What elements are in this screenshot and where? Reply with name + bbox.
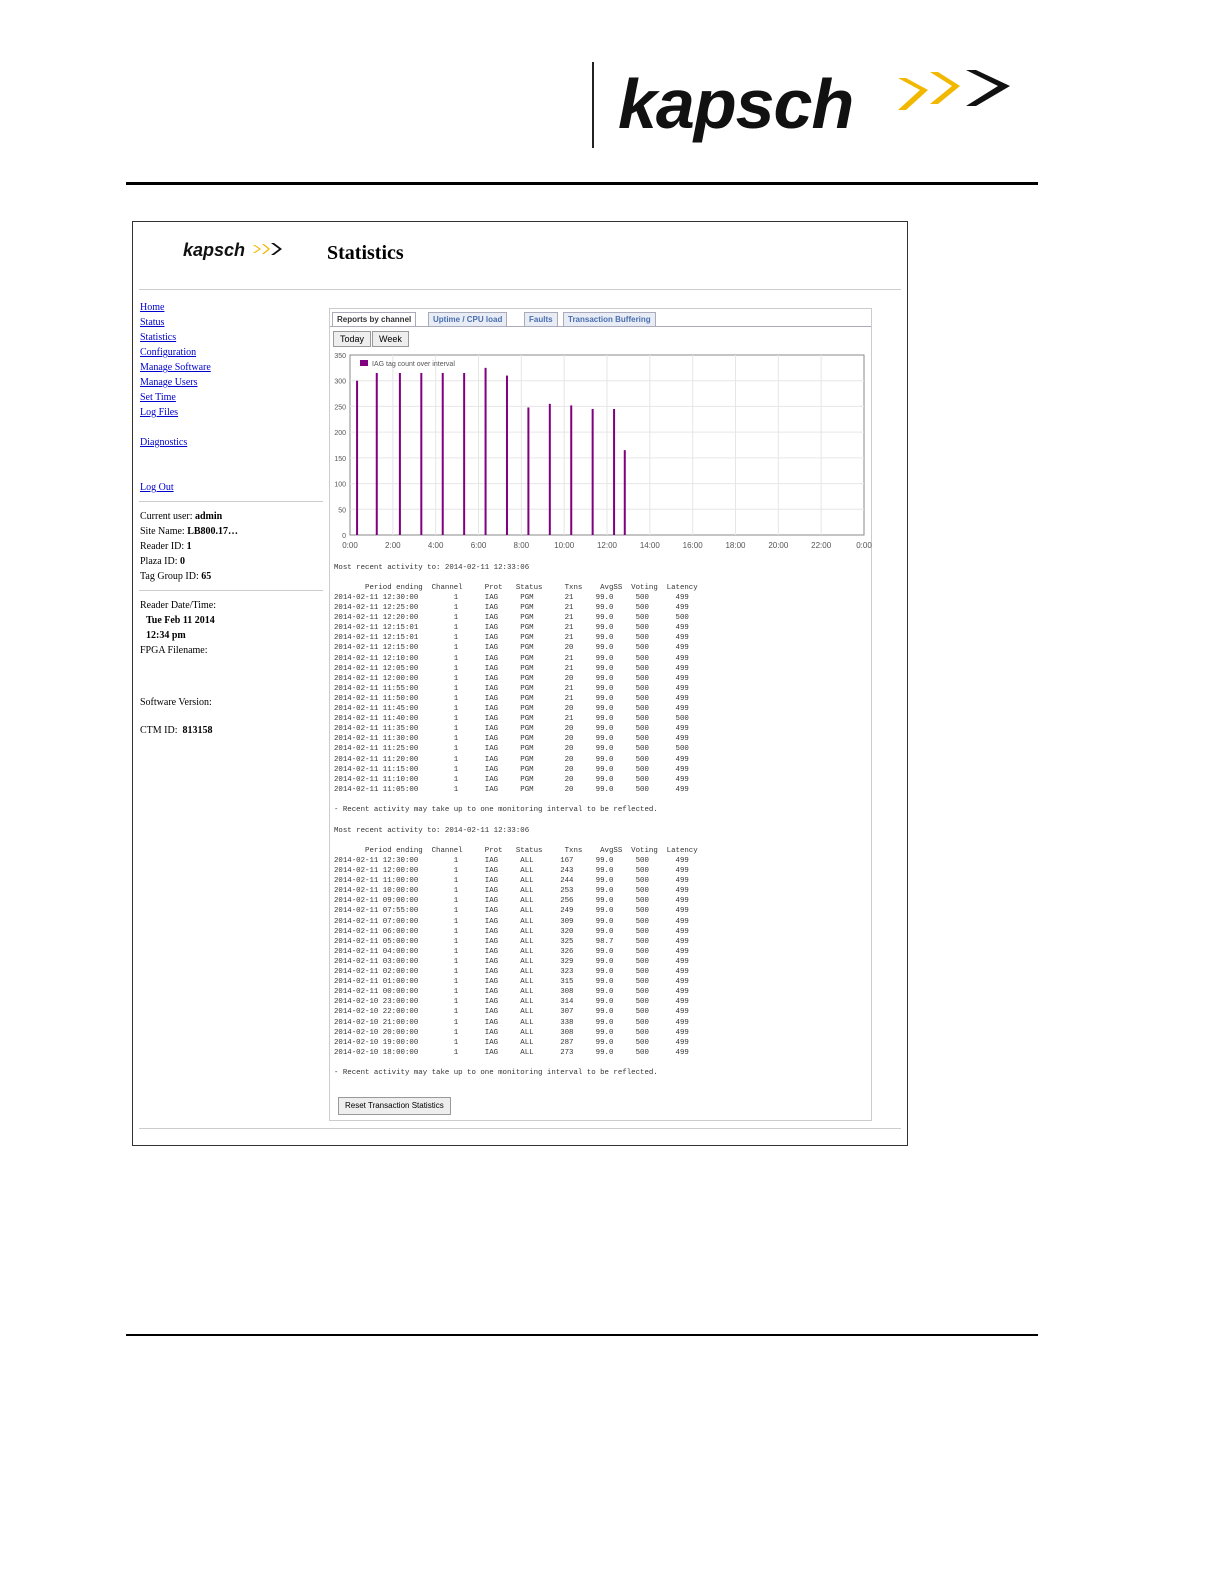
chart-bar xyxy=(420,373,422,535)
footer-divider xyxy=(139,1128,901,1129)
y-tick-label: 0 xyxy=(342,533,346,540)
table-row: 2014-02-11 04:00:00 1 IAG ALL 326 99.0 500 499 xyxy=(334,947,689,956)
table-row: 2014-02-11 12:30:00 1 IAG ALL 167 99.0 500 499 xyxy=(334,857,689,865)
table-row: 2014-02-10 23:00:00 1 IAG ALL 314 99.0 500 499 xyxy=(334,998,689,1007)
reset-statistics-button[interactable]: Reset Transaction Statistics xyxy=(338,1097,451,1115)
table-row: 2014-02-11 11:45:00 1 IAG PGM 20 99.0 500 499 xyxy=(334,705,689,714)
nav-statistics-link[interactable]: Statistics xyxy=(140,332,177,343)
chart-bar xyxy=(463,373,465,535)
software-version-label: Software Version: xyxy=(140,697,212,708)
reader-info xyxy=(140,509,324,584)
statistics-panel xyxy=(329,308,872,1121)
table-row: 2014-02-11 01:00:00 1 IAG ALL 315 99.0 500 499 xyxy=(334,978,689,987)
table-row: 2014-02-11 12:15:00 1 IAG PGM 20 99.0 500 499 xyxy=(334,644,689,653)
screenshot-frame xyxy=(132,221,908,1146)
chart-bar xyxy=(613,409,615,535)
reader-id-row: Reader ID: 1 xyxy=(140,541,192,552)
y-tick-label: 50 xyxy=(338,507,346,515)
reader-details xyxy=(140,598,324,738)
table-row: 2014-02-11 11:30:00 1 IAG PGM 20 99.0 500 499 xyxy=(334,735,689,744)
ctm-id-row: CTM ID: 813158 xyxy=(140,725,213,736)
table-row: 2014-02-11 11:15:00 1 IAG PGM 20 99.0 500 499 xyxy=(334,765,689,774)
x-tick-label: 12:00 xyxy=(596,541,618,550)
tab-transaction-buffering[interactable]: Transaction Buffering xyxy=(563,312,656,327)
sidebar-divider xyxy=(139,501,323,502)
x-tick-label: 20:00 xyxy=(768,541,789,550)
subtab-week[interactable]: Week xyxy=(372,331,409,347)
kapsch-chevrons-small-icon xyxy=(253,242,283,256)
table-row: 2014-02-11 12:05:00 1 IAG PGM 21 99.0 500 499 xyxy=(334,664,689,673)
page-title: Statistics xyxy=(327,242,404,264)
table-row: 2014-02-11 12:15:01 1 IAG PGM 21 99.0 500 499 xyxy=(334,624,689,633)
y-tick-label: 350 xyxy=(334,353,346,360)
nav-diagnostics-link[interactable]: Diagnostics xyxy=(140,437,188,448)
sidebar-divider xyxy=(139,590,323,591)
chart-bar xyxy=(549,404,551,535)
report1-rows xyxy=(334,593,689,795)
table-row: 2014-02-11 11:40:00 1 IAG PGM 21 99.0 500 500 xyxy=(334,715,689,724)
table-row: 2014-02-11 11:55:00 1 IAG PGM 21 99.0 500 499 xyxy=(334,684,689,693)
tab-uptime-cpu-load[interactable]: Uptime / CPU load xyxy=(428,312,507,327)
kapsch-wordmark: kapsch xyxy=(618,65,854,143)
table-row: 2014-02-11 11:50:00 1 IAG PGM 21 99.0 500 499 xyxy=(334,694,689,703)
report2-rows xyxy=(334,856,689,1058)
table-row: 2014-02-11 00:00:00 1 IAG ALL 308 99.0 500 499 xyxy=(334,988,689,997)
app-logo xyxy=(183,240,245,261)
table-row: 2014-02-11 12:15:01 1 IAG PGM 21 99.0 500 499 xyxy=(334,634,689,643)
report2-activity: Most recent activity to: 2014-02-11 12:33:06 xyxy=(334,827,530,835)
nav-status-link[interactable]: Status xyxy=(140,317,165,328)
table-row: 2014-02-10 18:00:00 1 IAG ALL 273 99.0 500 499 xyxy=(334,1048,689,1057)
report2-header: Period ending Channel Prot Status Txns AvgSS Voting Latency xyxy=(334,847,698,855)
table-row: 2014-02-11 05:00:00 1 IAG ALL 325 98.7 500 499 xyxy=(334,937,689,946)
fpga-filename-label: FPGA Filename: xyxy=(140,645,208,656)
nav-set-time-link[interactable]: Set Time xyxy=(140,392,176,403)
x-tick-label: 10:00 xyxy=(554,541,575,550)
header-divider xyxy=(139,289,901,290)
table-row: 2014-02-10 21:00:00 1 IAG ALL 338 99.0 500 499 xyxy=(334,1018,689,1027)
table-row: 2014-02-11 11:20:00 1 IAG PGM 20 99.0 500 499 xyxy=(334,755,689,764)
table-row: 2014-02-11 02:00:00 1 IAG ALL 323 99.0 500 499 xyxy=(334,968,689,977)
kapsch-document-logo xyxy=(592,60,1032,152)
legend-label: IAG tag count over interval xyxy=(372,361,455,368)
x-tick-label: 6:00 xyxy=(470,541,487,550)
y-tick-label: 150 xyxy=(334,455,346,463)
table-row: 2014-02-10 22:00:00 1 IAG ALL 307 99.0 500 499 xyxy=(334,1008,689,1017)
table-row: 2014-02-11 12:20:00 1 IAG PGM 21 99.0 500 500 xyxy=(334,614,689,623)
app-logo-text: kapsch xyxy=(183,240,246,260)
tab-reports-by-channel[interactable]: Reports by channel xyxy=(332,312,416,327)
kapsch-chevrons-icon xyxy=(898,66,1018,116)
table-row: 2014-02-11 03:00:00 1 IAG ALL 329 99.0 500 499 xyxy=(334,957,689,966)
y-tick-label: 300 xyxy=(334,378,346,386)
document-top-rule xyxy=(126,182,1038,185)
x-tick-label: 22:00 xyxy=(811,541,832,550)
table-row: 2014-02-11 12:00:00 1 IAG PGM 20 99.0 500 499 xyxy=(334,674,689,683)
x-tick-label: 18:00 xyxy=(725,541,746,550)
x-tick-label: 2:00 xyxy=(385,541,401,550)
table-row: 2014-02-11 07:00:00 1 IAG ALL 309 99.0 500 499 xyxy=(334,917,689,926)
table-row: 2014-02-11 12:10:00 1 IAG PGM 21 99.0 500 499 xyxy=(334,654,689,663)
x-tick-label: 14:00 xyxy=(639,541,660,550)
nav-logout-link[interactable]: Log Out xyxy=(140,482,174,493)
sidebar-nav xyxy=(140,300,320,495)
legend-swatch xyxy=(360,360,368,366)
x-tick-label: 16:00 xyxy=(682,541,703,550)
current-user-row: Current user: admin xyxy=(140,511,223,522)
tab-content xyxy=(330,326,871,1121)
x-tick-label: 8:00 xyxy=(513,541,530,550)
site-name-row: Site Name: LB800.17… xyxy=(140,526,239,537)
table-row: 2014-02-11 12:30:00 1 IAG PGM 21 99.0 500 499 xyxy=(334,594,689,602)
chart-bar xyxy=(506,376,508,535)
nav-log-files-link[interactable]: Log Files xyxy=(140,407,179,418)
reader-datetime-label: Reader Date/Time: xyxy=(140,600,217,611)
table-row: 2014-02-11 12:00:00 1 IAG ALL 243 99.0 500 499 xyxy=(334,867,689,876)
tab-faults[interactable]: Faults xyxy=(524,312,558,327)
table-row: 2014-02-11 11:35:00 1 IAG PGM 20 99.0 500 499 xyxy=(334,725,689,734)
table-row: 2014-02-11 11:05:00 1 IAG PGM 20 99.0 500 499 xyxy=(334,785,689,794)
chart-bar xyxy=(442,373,444,535)
x-tick-label: 0:00 xyxy=(856,541,872,550)
table-row: 2014-02-11 11:25:00 1 IAG PGM 20 99.0 500 500 xyxy=(334,745,689,754)
tag-group-row: Tag Group ID: 65 xyxy=(140,571,212,582)
table-row: 2014-02-11 11:10:00 1 IAG PGM 20 99.0 500 499 xyxy=(334,775,689,784)
nav-manage-software-link[interactable]: Manage Software xyxy=(140,362,211,373)
plaza-id-row: Plaza ID: 0 xyxy=(140,556,185,567)
subtab-today[interactable]: Today xyxy=(333,331,371,347)
document-bottom-rule xyxy=(126,1334,1038,1336)
tag-count-chart xyxy=(330,349,875,559)
table-row: 2014-02-11 11:00:00 1 IAG ALL 244 99.0 500 499 xyxy=(334,877,689,886)
y-tick-label: 250 xyxy=(334,404,346,412)
x-tick-label: 4:00 xyxy=(427,541,444,550)
y-tick-label: 100 xyxy=(334,481,346,489)
table-row: 2014-02-10 19:00:00 1 IAG ALL 287 99.0 500 499 xyxy=(334,1038,689,1047)
chart-bar xyxy=(485,368,487,535)
table-row: 2014-02-10 20:00:00 1 IAG ALL 308 99.0 500 499 xyxy=(334,1028,689,1037)
chart-bar xyxy=(570,405,572,535)
nav-manage-users-link[interactable]: Manage Users xyxy=(140,377,198,388)
report1-header: Period ending Channel Prot Status Txns AvgSS Voting Latency xyxy=(334,584,698,592)
x-tick-label: 0:00 xyxy=(342,541,358,550)
table-row: 2014-02-11 06:00:00 1 IAG ALL 320 99.0 500 499 xyxy=(334,927,689,936)
nav-home-link[interactable]: Home xyxy=(140,302,165,313)
report1-note: - Recent activity may take up to one monitoring interval to be reflected. xyxy=(334,806,658,814)
chart-bar xyxy=(356,381,358,535)
nav-configuration-link[interactable]: Configuration xyxy=(140,347,197,358)
logo-divider xyxy=(592,62,594,148)
table-row: 2014-02-11 10:00:00 1 IAG ALL 253 99.0 500 499 xyxy=(334,887,689,896)
report2-note: - Recent activity may take up to one monitoring interval to be reflected. xyxy=(334,1069,658,1077)
y-tick-label: 200 xyxy=(334,430,346,438)
chart-bar xyxy=(527,407,529,535)
table-row: 2014-02-11 07:55:00 1 IAG ALL 249 99.0 500 499 xyxy=(334,907,689,916)
chart-bar xyxy=(624,450,626,535)
chart-bar xyxy=(399,373,401,535)
table-row: 2014-02-11 12:25:00 1 IAG PGM 21 99.0 500 499 xyxy=(334,604,689,613)
chart-bar xyxy=(376,373,378,535)
chart-bar xyxy=(592,409,594,535)
reader-date-value: Tue Feb 11 2014 xyxy=(146,615,215,626)
reader-time-value: 12:34 pm xyxy=(146,630,186,641)
table-row: 2014-02-11 09:00:00 1 IAG ALL 256 99.0 500 499 xyxy=(334,897,689,906)
report1-activity: Most recent activity to: 2014-02-11 12:33:06 xyxy=(334,564,530,572)
